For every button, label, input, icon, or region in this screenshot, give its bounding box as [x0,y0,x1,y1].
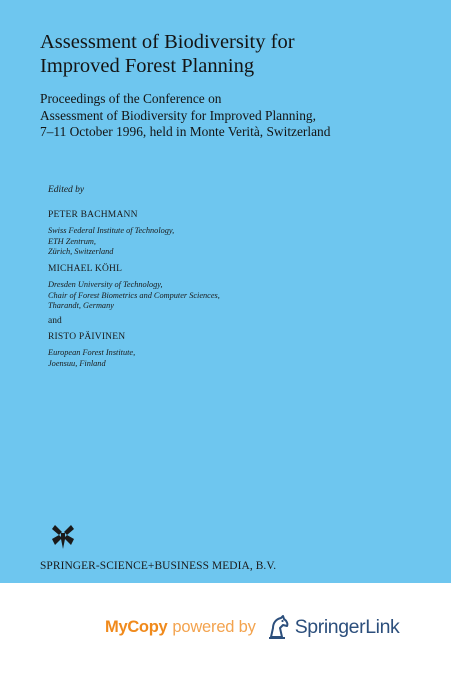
publisher-name: SPRINGER-SCIENCE+BUSINESS MEDIA, B.V. [40,560,277,572]
book-title [40,30,440,78]
springerlink-label: SpringerLink [294,615,400,638]
editor-name: RISTO PÄIVINEN [48,332,126,342]
springer-horse-icon [50,523,76,551]
powered-by-label: powered by [172,617,256,636]
springerlink-horse-icon [266,614,292,640]
book-subtitle [40,91,440,141]
subtitle-line-3: 7–11 October 1996, held in Monte Verità, Switzerland [40,124,331,139]
and-connector: and [48,316,62,326]
editor-affiliation: European Forest Institute, Joensuu, Finland [48,348,136,368]
subtitle-line-2: Assessment of Biodiversity for Improved Planning, [40,107,316,123]
editor-affiliation: Swiss Federal Institute of Technology, ETH Zentrum, Zürich, Switzerland [48,226,175,257]
mycopy-banner [0,583,451,675]
editor-name: MICHAEL KÖHL [48,264,123,274]
edited-by-label: Edited by [48,185,85,195]
banner-row [105,614,399,640]
subtitle-line-1: Proceedings of the Conference on [40,91,222,106]
editor-name: PETER BACHMANN [48,210,138,220]
title-line-2: Improved Forest Planning [40,55,255,77]
editor-affiliation: Dresden University of Technology, Chair of Forest Biometrics and Computer Sciences, Tharandt, Germany [48,280,220,311]
title-line-1: Assessment of Biodiversity for [40,31,295,53]
mycopy-label: MyCopy [105,617,168,636]
